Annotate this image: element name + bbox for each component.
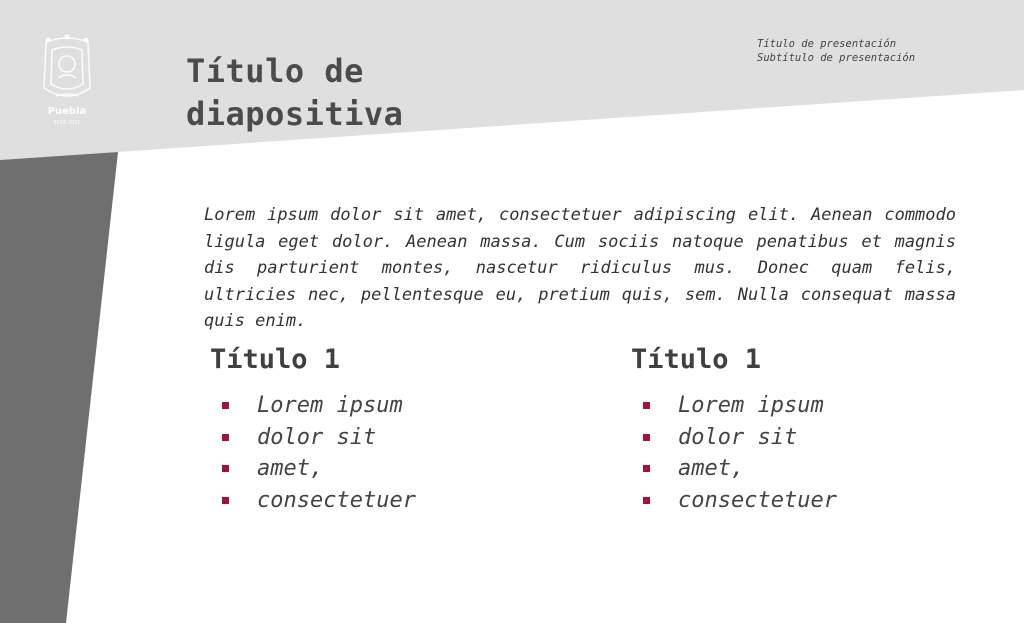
- slide-body-text: Lorem ipsum dolor sit amet, consectetuer adipiscing elit. Aenean commodo ligula eget dolor. Aenean massa. Cum sociis natoque penatibus et magnis dis parturient montes, nascetur ridiculus mus. Donec quam felis, ultricies nec, pellentesque eu, pretium quis, sem. Nulla consequat massa quis enim.: [204, 205, 956, 331]
- content-column-right: [631, 340, 961, 516]
- header-band: [0, 0, 1024, 160]
- bullet-list: [210, 390, 540, 516]
- bullet-list: [631, 390, 961, 516]
- list-item: [210, 485, 540, 517]
- list-item: [210, 453, 540, 485]
- slide-title: Título de diapositiva: [186, 52, 404, 133]
- list-item-label: amet,: [257, 456, 324, 481]
- list-item: [631, 453, 961, 485]
- logo-subtitle: 2018-2021: [53, 120, 81, 126]
- logo-name: Puebla: [47, 106, 87, 117]
- bullet-square-icon: [222, 497, 229, 504]
- list-item: [631, 485, 961, 517]
- bullet-square-icon: [222, 465, 229, 472]
- bullet-square-icon: [643, 465, 650, 472]
- bullet-square-icon: [643, 402, 650, 409]
- list-item-label: Lorem ipsum: [257, 393, 403, 418]
- content-column-left: [210, 340, 540, 516]
- list-item-label: dolor sit: [678, 424, 798, 450]
- list-item-label: Lorem ipsum: [678, 393, 824, 418]
- bullet-square-icon: [643, 497, 650, 504]
- bullet-square-icon: [222, 402, 229, 409]
- list-item: [210, 390, 540, 422]
- presentation-title: Título de presentación: [757, 38, 897, 50]
- list-item-label: amet,: [678, 456, 745, 481]
- list-item: [631, 390, 961, 422]
- presentation-header: [757, 37, 915, 65]
- bullet-square-icon: [643, 434, 650, 441]
- presentation-subtitle: Subtítulo de presentación: [757, 52, 916, 64]
- list-item-label: consectetuer: [678, 487, 837, 513]
- list-item: [631, 422, 961, 454]
- list-item-label: dolor sit: [257, 424, 377, 450]
- list-item: [210, 422, 540, 454]
- column-title: Título 1: [210, 344, 341, 375]
- left-sidebar-band: [0, 152, 118, 623]
- bullet-square-icon: [222, 434, 229, 441]
- column-title: Título 1: [631, 344, 762, 375]
- list-item-label: consectetuer: [257, 487, 416, 513]
